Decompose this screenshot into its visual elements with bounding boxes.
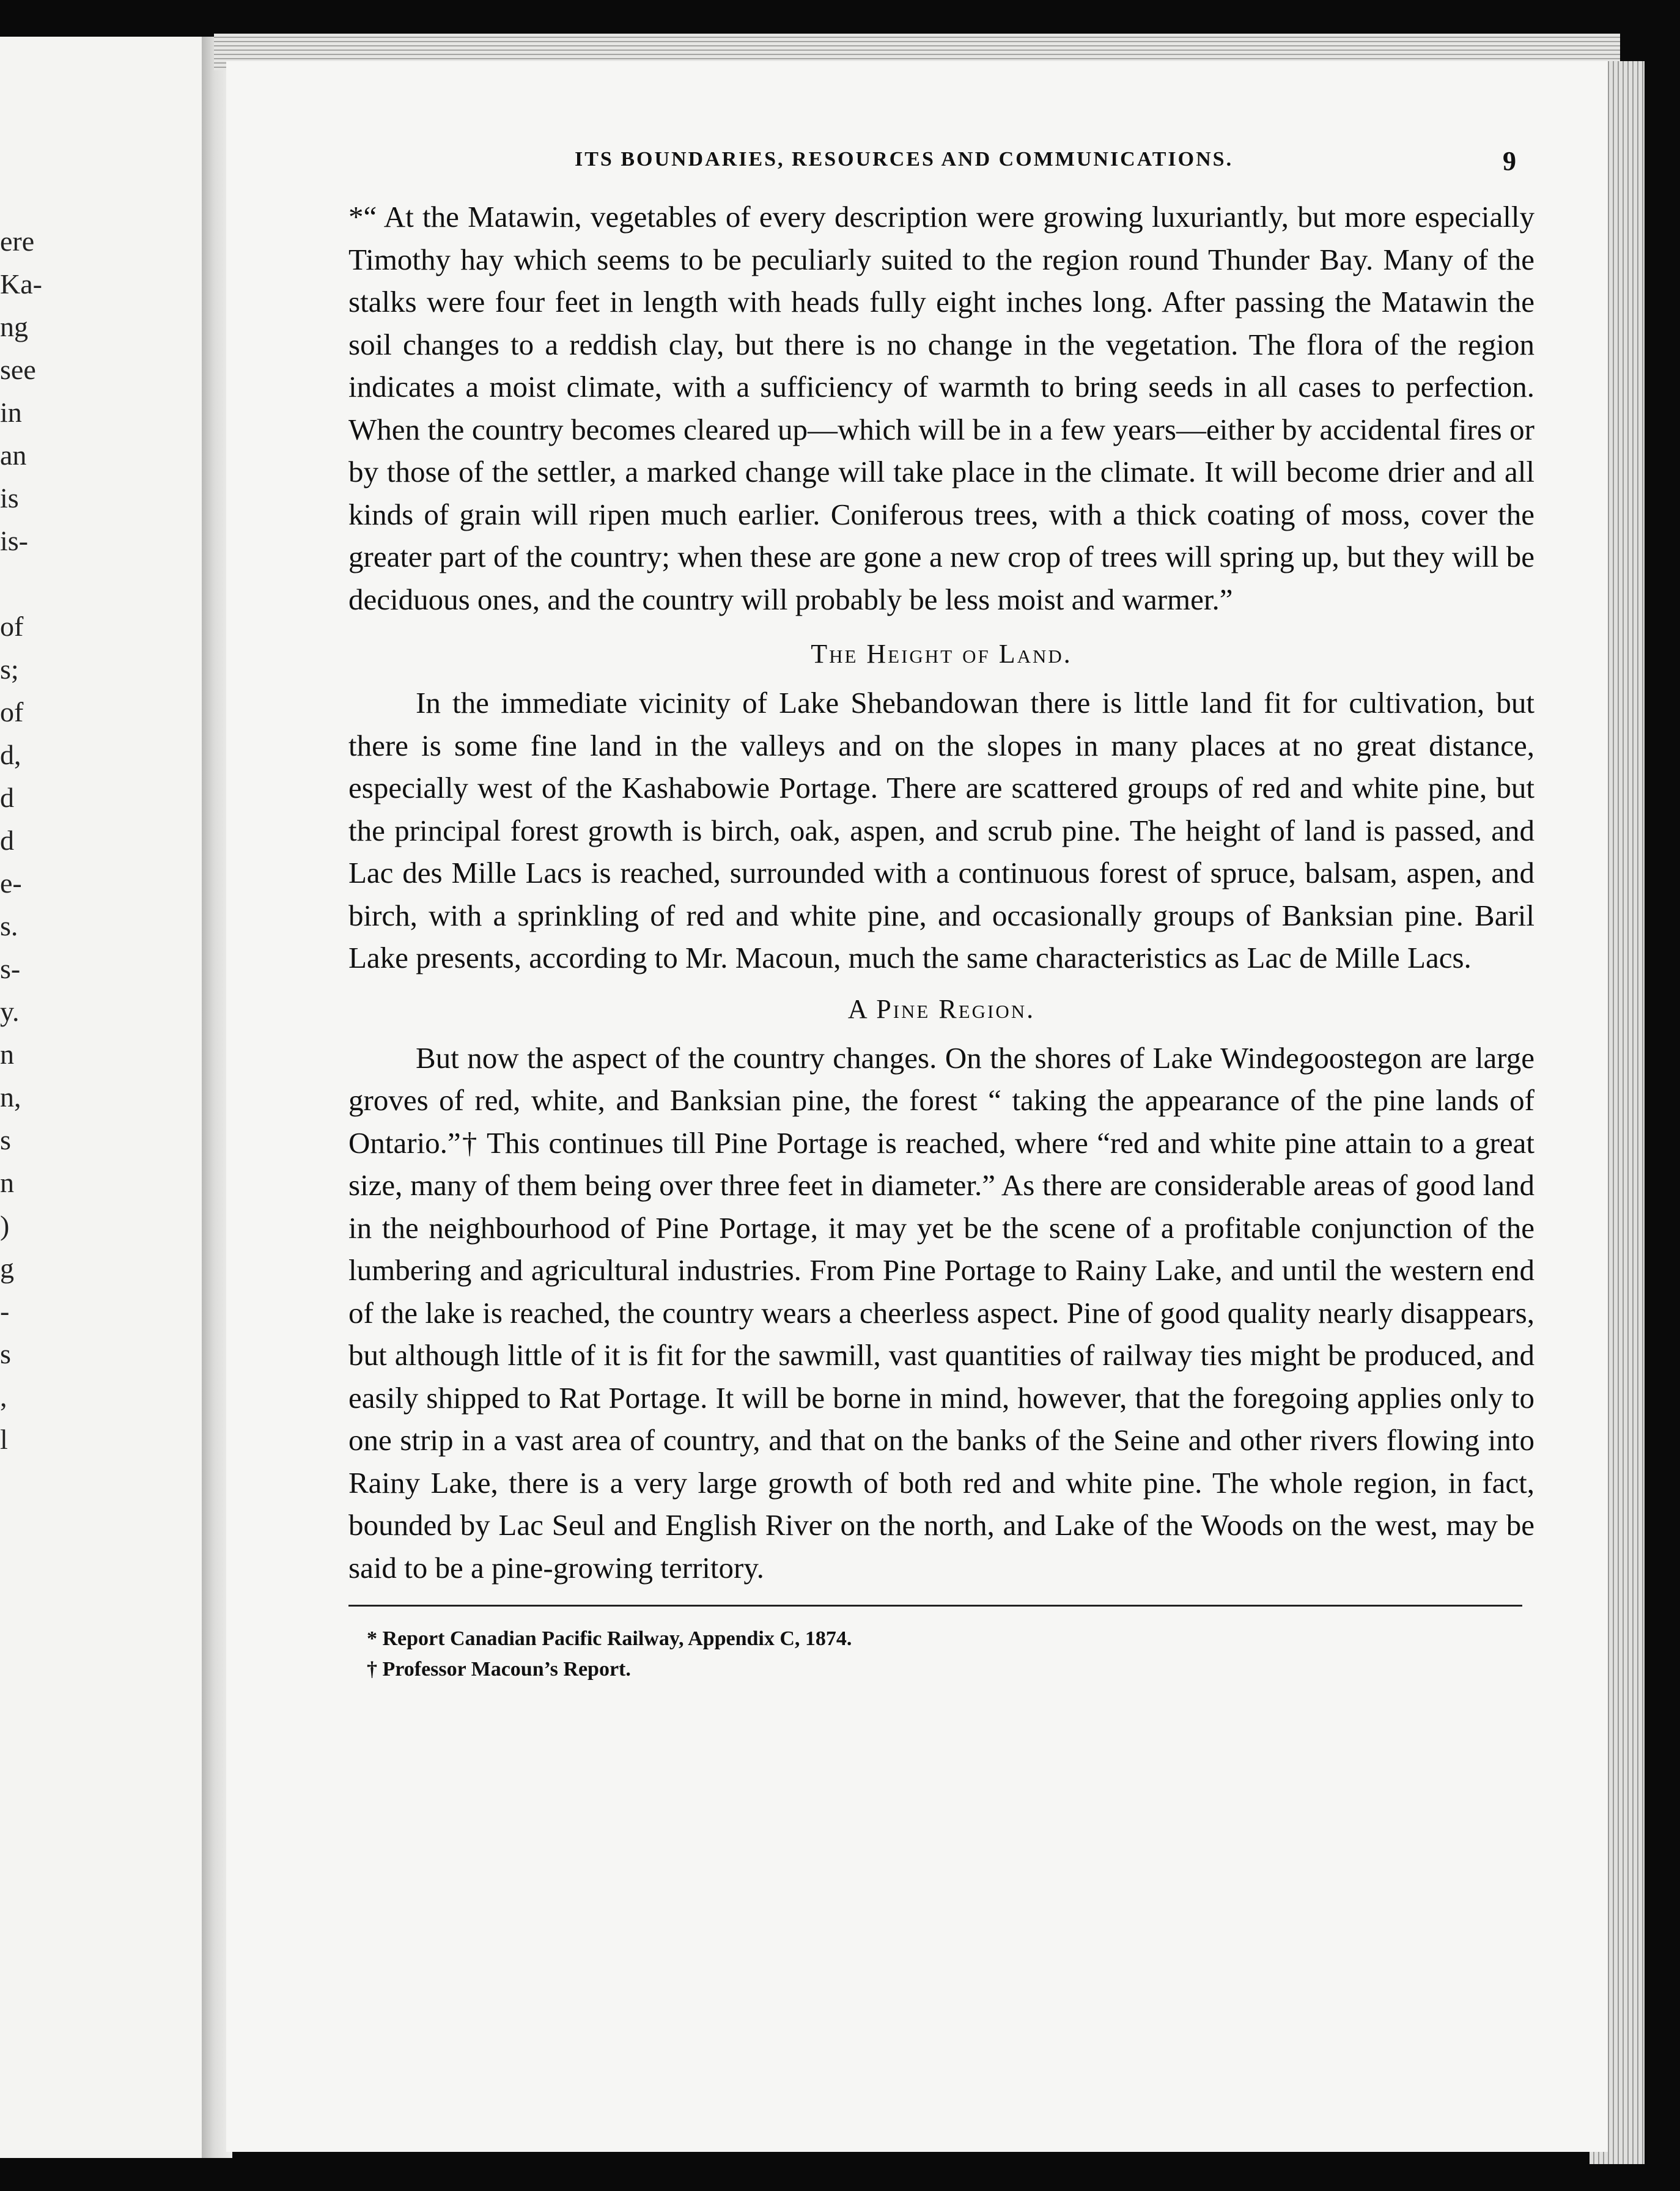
- left-page-fragment: in: [0, 397, 22, 428]
- left-page-fragment: d: [0, 825, 14, 856]
- footnote-rule: [348, 1605, 1522, 1607]
- left-page-fragment: Ka-: [0, 268, 42, 300]
- paragraph-pine-region: But now the aspect of the country changes. On the shores of Lake Windegoostegon are large groves of red, white, and Banksian pine, the forest “ taking the appearance of the pine lands of Ontario.”† This continues till Pine Portage is reached, where “red and white pine attain to a great size, many of them being over three feet in diameter.” As there are considerable areas of good land in the neighbourhood of Pine Portage, it may yet be the scene of a profitable conjunction of the lumbering and agricultural industries. From Pine Portage to Rainy Lake, and until the western end of the lake is reached, the country wears a cheerless aspect. Pine of good quality nearly disappears, but although little of it is fit for the sawmill, vast quantities of railway ties might be produced, and easily shipped to Rat Portage. It will be borne in mind, however, that the foregoing applies only to one strip in a vast area of country, and that on the banks of the Seine and other rivers flowing into Rainy Lake, there is a very large growth of both red and white pine. The whole region, in fact, bounded by Lac Seul and English River on the north, and Lake of the Woods on the west, may be said to be a pine-growing territory.: [348, 1040, 1534, 1585]
- left-page-fragment: ,: [0, 1381, 7, 1412]
- page-content: [348, 196, 1534, 1685]
- left-page-fragment: an: [0, 440, 27, 471]
- running-head: ITS BOUNDARIES, RESOURCES AND COMMUNICATIONS.: [575, 148, 1234, 171]
- left-page-fragment: s.: [0, 910, 18, 941]
- section-heading-height-of-land: The Height of Land.: [811, 639, 1072, 669]
- footnote: * Report Canadian Pacific Railway, Appendix C, 1874.: [367, 1627, 852, 1650]
- paragraph-height-of-land: In the immediate vicinity of Lake Shebandowan there is little land fit for cultivation, but there is some fine land in the valleys and on the slopes in many places at no great distance, especially west of the Kashabowie Portage. There are scattered groups of red and white pine, but the principal forest growth is birch, oak, aspen, and scrub pine. The height of land is passed, and Lac des Mille Lacs is reached, surrounded with a continuous forest of spruce, balsam, aspen, and birch, with a sprinkling of red and white pine, and occasionally groups of Banksian pine. Baril Lake presents, according to Mr. Macoun, much the same characteristics as Lac de Mille Lacs.: [348, 686, 1534, 974]
- left-page-fragment: s;: [0, 654, 19, 685]
- left-page-fragment: s-: [0, 953, 21, 984]
- left-page-fragment: y.: [0, 996, 20, 1027]
- left-page-fragment: of: [0, 611, 24, 642]
- footnote: † Professor Macoun’s Report.: [367, 1658, 631, 1681]
- book-page: [226, 61, 1608, 2152]
- left-page-fragment: n,: [0, 1081, 21, 1113]
- left-page-fragment: -: [0, 1295, 10, 1327]
- left-page-fragment: n: [0, 1167, 14, 1198]
- left-page-fragment: g: [0, 1253, 14, 1284]
- left-page-fragment: s: [0, 1338, 11, 1369]
- section-heading-pine-region: A Pine Region.: [847, 993, 1036, 1024]
- page-number: 9: [1503, 146, 1516, 176]
- left-page-fragment: d: [0, 782, 14, 813]
- left-page-fragment: l: [0, 1424, 8, 1455]
- left-page-fragment: ): [0, 1210, 10, 1241]
- left-page-text-fragments: [0, 220, 61, 1461]
- left-page-fragment: n: [0, 1039, 14, 1070]
- left-facing-page: [0, 37, 202, 2158]
- left-page-fragment: [0, 562, 61, 605]
- left-page-fragment: ere: [0, 226, 35, 257]
- left-page-fragment: ng: [0, 311, 28, 342]
- left-page-fragment: s: [0, 1124, 11, 1155]
- left-page-fragment: see: [0, 354, 36, 385]
- left-page-fragment: e-: [0, 867, 22, 899]
- left-page-fragment: d,: [0, 739, 21, 770]
- left-page-fragment: is: [0, 482, 19, 514]
- quote-paragraph: *“ At the Matawin, vegetables of every description were growing luxuriantly, but more especially Timothy hay which seems to be peculiarly suited to the region round Thunder Bay. Many of the stalks were four feet in length with heads fully eight inches long. After passing the Matawin the soil changes to a reddish clay, but there is no change in the vegetation. The flora of the region indicates a moist climate, with a sufficiency of warmth to bring seeds in all cases to perfection. When the country becomes cleared up—which will be in a few years—either by accidental fires or by those of the settler, a marked change will take place in the climate. It will become drier and all kinds of grain will ripen much earlier. Coniferous trees, with a thick coating of moss, cover the greater part of the country; when these are gone a new crop of trees will spring up, but they will be deciduous ones, and the country will probably be less moist and warmer.”: [348, 200, 1534, 616]
- left-page-fragment: is-: [0, 525, 28, 556]
- left-page-fragment: of: [0, 696, 24, 727]
